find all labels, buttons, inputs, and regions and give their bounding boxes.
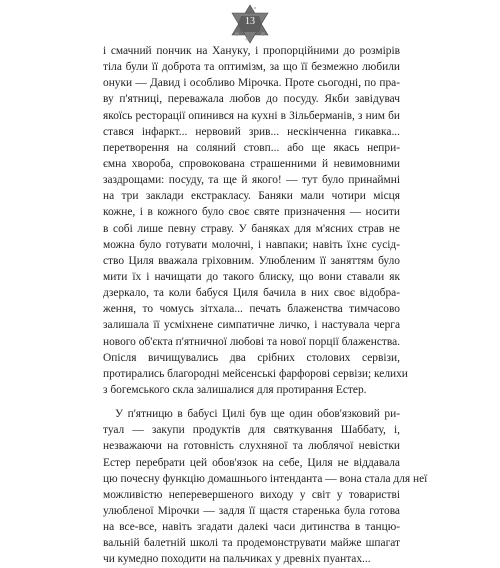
page-number-badge (227, 4, 273, 44)
text-line: заздрощами: посуду, та ще й якого! — тут було принаймні (103, 174, 400, 187)
text-line: цю почесну функцію домашнього інтенданта — вона стала для неї (103, 472, 428, 485)
text-line: онуки — Давид і особливо Мірочка. Проте сьогодні, по пра- (103, 77, 400, 90)
text-line: на три заклади екстракласу. Баняки мали чотири місця (103, 190, 400, 203)
text-line: нового об'єкта п'ятничної любові та нової порції блаженства. (103, 335, 400, 348)
text-line: ження, то чомусь зітхала... печать блаженства тимчасово (103, 303, 400, 316)
text-line: можливістю неперевершеного виходу у світ у товаристві (103, 488, 400, 501)
text-line: на все-все, навіть згадати далекі часи дитинства в танцю- (103, 521, 400, 534)
text-line: кожне, і в кожного було своє святе призначення — носити (103, 206, 400, 219)
text-line: улюбленої Мірочки — задля її щастя старенька була готова (103, 504, 400, 517)
text-line: ву п'ятниці, переважала любов до посуду. Якби завідувач (103, 93, 400, 106)
text-line: У п'ятницю в бабусі Цилі був ще один обов'язковий ри- (115, 408, 400, 421)
text-line: тіла були її доброта та оптимізм, за що її безмежно любили (103, 61, 400, 74)
text-line: чи кумедно походити на пальчиках у древніх пуантах... (103, 553, 371, 566)
text-line: залишала її усміхнене симпатичне личко, і настувала черга (103, 319, 400, 332)
text-line: якоїсь ресторації опинився на кухні в Зільберманів, з ним би (103, 109, 400, 122)
page-number: 13 (245, 16, 255, 27)
text-line: в собі лише певну страву. У баняках для м'ясних страв не (103, 222, 400, 235)
text-line: Опісля вичищувались два срібних столових сервізи, (103, 351, 400, 364)
text-line: ємна хвороба, спровокована страшенними й невимовними (103, 157, 400, 170)
text-line: з богемського скла залишалися для протирання Естер. (103, 383, 367, 396)
text-line: вальній балетній школі та продемонструвати майже шпагат (103, 537, 400, 550)
text-line: і смачний пончик на Ханукy, і пропорційними до розмірів (103, 45, 400, 57)
text-line: туал — закупи продуктів для святкування Шаббату, і, (103, 424, 400, 437)
text-line: ство Циля вважала гріховним. Улюбленим її заняттям було (103, 254, 400, 267)
text-line: Естер перебрати цей обов'язок на себе, Циля не віддавала (103, 456, 400, 469)
text-line: незважаючи на готовність слухняної та люблячої невістки (103, 440, 400, 453)
text-line: можна було готувати молочні, і навпаки; навіть їхнє сусід- (103, 238, 400, 251)
text-line: дзеркало, та коли бабуся Циля бачила в них своє відобра- (103, 287, 400, 300)
text-line: протирались благородні мейсенські фарфорові сервізи; келихи (103, 367, 408, 380)
text-line: перетворення на соляний стовп... або ще якась непри- (103, 141, 400, 154)
text-line: мити їх і начищати до такого блиску, що вони ставали як (103, 270, 400, 283)
body-text (103, 43, 428, 568)
text-line: стався інфаркт... нервовий зрив... нескінченна гикавка... (103, 125, 400, 138)
paragraph-gap (103, 398, 400, 406)
